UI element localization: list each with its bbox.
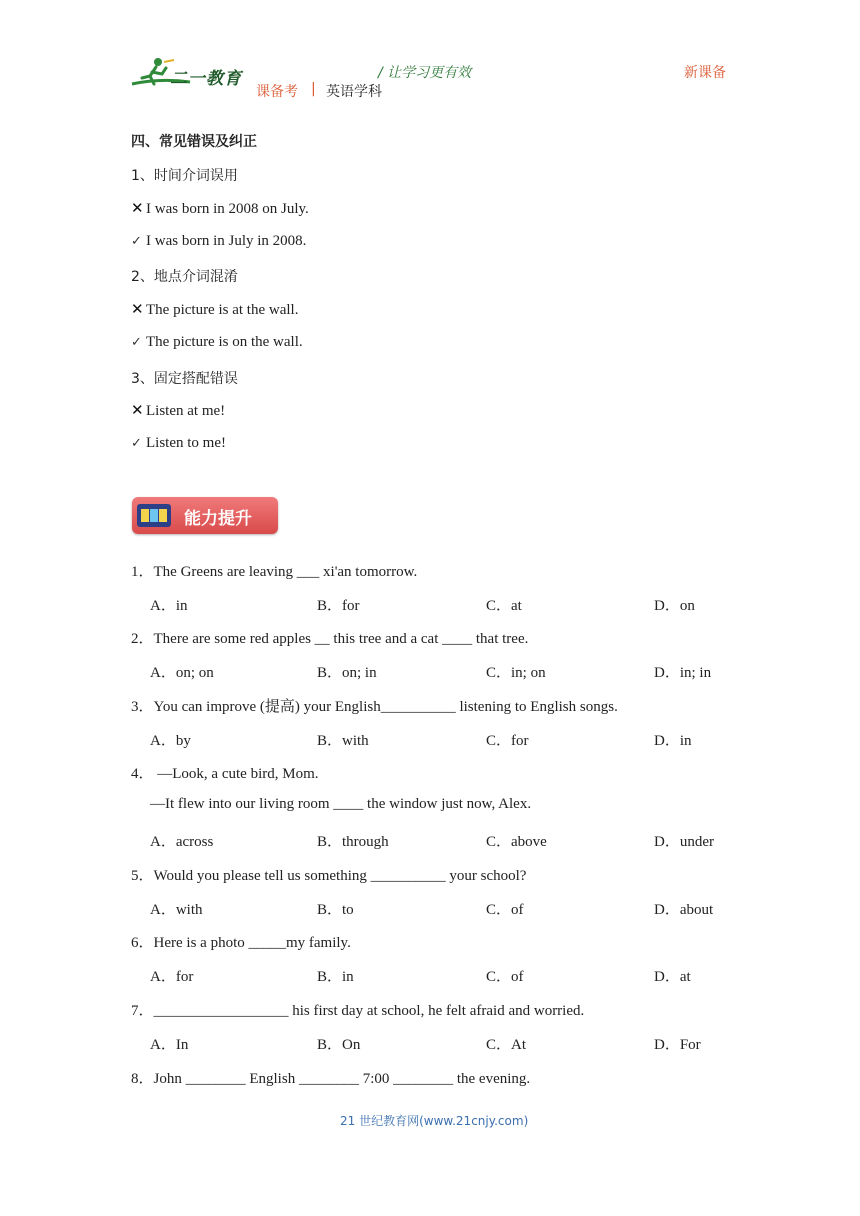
question-stem: 3．You can improve (提高) your English__________ listening to English songs.	[131, 699, 618, 715]
option-c: C．in; on	[486, 665, 546, 681]
ability-banner	[132, 497, 278, 534]
question-stem-line2: —It flew into our living room ____ the window just now, Alex.	[150, 796, 532, 812]
banner-label: 能力提升	[184, 509, 252, 529]
option-c: C．above	[486, 834, 547, 850]
check-icon: ✓	[131, 234, 142, 249]
logo-text: 二一教育	[170, 69, 242, 89]
option-d: D．under	[654, 834, 714, 850]
cross-icon: ✕	[131, 199, 144, 217]
option-c: C．at	[486, 598, 522, 614]
error-category-heading: 3、固定搭配错误	[131, 371, 238, 387]
cross-icon: ✕	[131, 401, 144, 419]
question-stem: 8．John ________ English ________ 7:00 ________ the evening.	[131, 1071, 531, 1087]
banner-icon	[137, 504, 171, 527]
option-a: A．with	[150, 902, 203, 918]
option-b: B．through	[317, 834, 389, 850]
cross-icon: ✕	[131, 300, 144, 318]
option-a: A．across	[150, 834, 214, 850]
option-c: C．of	[486, 969, 524, 985]
check-icon: ✓	[131, 335, 142, 350]
wrong-example: ✕ The picture is at the wall.	[131, 300, 299, 318]
error-category-heading: 1、时间介词误用	[131, 168, 238, 184]
correct-example: ✓ I was born in July in 2008.	[131, 233, 307, 249]
header-slogan: / 让学习更有效	[378, 65, 472, 81]
option-a: A．by	[150, 733, 191, 749]
option-d: D．For	[654, 1037, 701, 1053]
option-b: B．On	[317, 1037, 361, 1053]
option-d: D．in	[654, 733, 692, 749]
wrong-example: ✕ Listen at me!	[131, 401, 226, 419]
option-b: B．in	[317, 969, 354, 985]
option-a: A．in	[150, 598, 188, 614]
option-c: C．of	[486, 902, 524, 918]
section-title: 四、常见错误及纠正	[131, 134, 257, 150]
option-d: D．about	[654, 902, 714, 918]
option-c: C．for	[486, 733, 529, 749]
option-d: D．on	[654, 598, 695, 614]
question-stem: 5．Would you please tell us something __________ your school?	[131, 868, 527, 884]
option-c: C．At	[486, 1037, 527, 1053]
option-b: B．with	[317, 733, 369, 749]
question-stem: 4． —Look, a cute bird, Mom.	[131, 766, 319, 782]
wrong-example: ✕ I was born in 2008 on July.	[131, 199, 309, 217]
correct-example: ✓ Listen to me!	[131, 435, 226, 451]
option-b: B．to	[317, 902, 354, 918]
header-subtitle-right: 英语学科	[326, 84, 382, 100]
correct-example: ✓ The picture is on the wall.	[131, 334, 303, 350]
header-subtitle-left: 课备考	[256, 84, 298, 100]
question-stem: 6．Here is a photo _____my family.	[131, 935, 351, 951]
question-stem: 7．__________________ his first day at school, he felt afraid and worried.	[131, 1003, 585, 1019]
option-d: D．at	[654, 969, 691, 985]
option-d: D．in; in	[654, 665, 712, 681]
header-brand: 新课备	[684, 65, 726, 81]
check-icon: ✓	[131, 436, 142, 451]
question-stem: 1．The Greens are leaving ___ xi'an tomorrow.	[131, 564, 418, 580]
option-a: A．for	[150, 969, 194, 985]
option-b: B．for	[317, 598, 360, 614]
option-a: A．In	[150, 1037, 189, 1053]
question-stem: 2．There are some red apples __ this tree and a cat ____ that tree.	[131, 631, 529, 647]
header-separator: |	[311, 81, 316, 97]
option-a: A．on; on	[150, 665, 214, 681]
error-category-heading: 2、地点介词混淆	[131, 269, 238, 285]
page-footer: 21 世纪教育网(www.21cnjy.com)	[340, 1114, 529, 1128]
option-b: B．on; in	[317, 665, 377, 681]
